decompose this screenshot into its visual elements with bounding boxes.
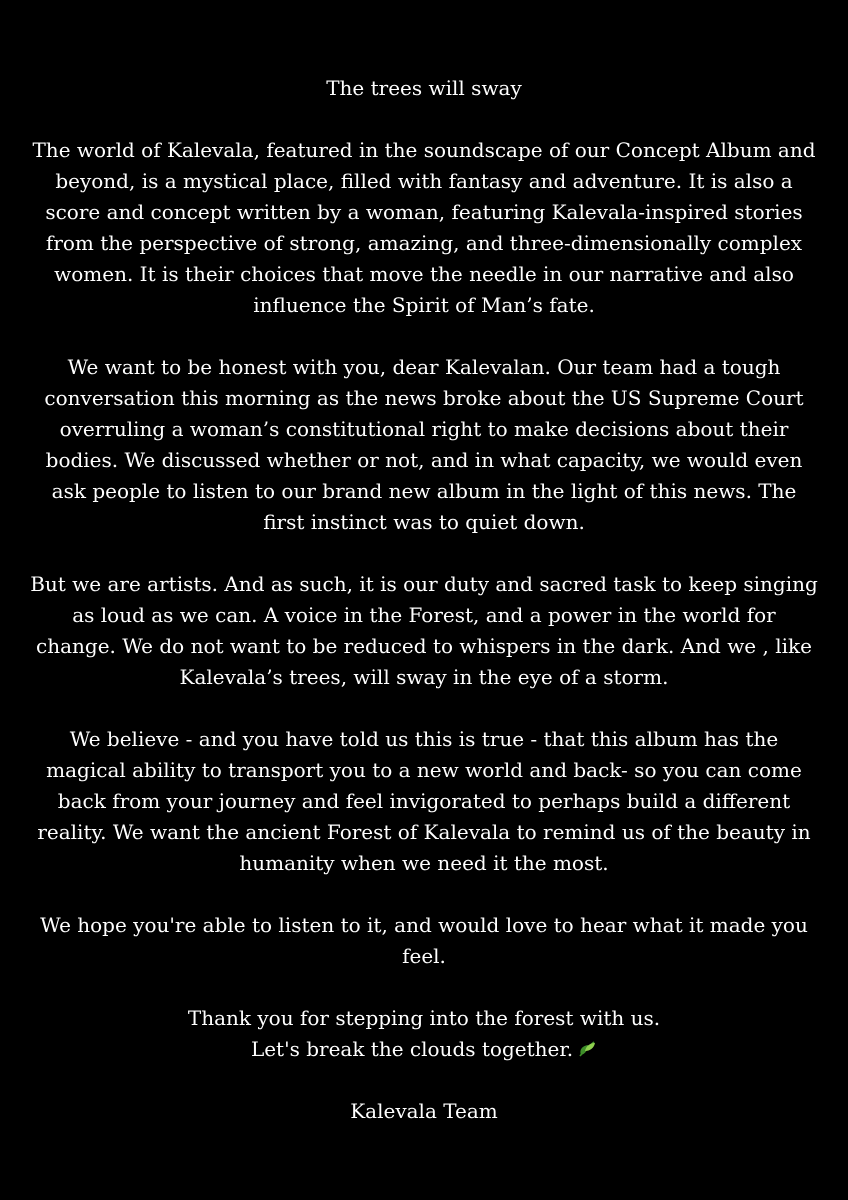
paragraph-hope: We hope you're able to listen to it, and would love to hear what it made you feel.	[40, 913, 808, 968]
letter-body	[0, 73, 848, 1158]
paragraph-believe: We believe - and you have told us this is true - that this album has the magical ability to transport you to a new world and back- so you can come back from your journey and feel invigorated to perhaps build a different reality. We want the ancient Forest of Kalevala to remind us of the beauty in humanity when we need it the most.	[37, 727, 811, 875]
paragraph-world-of-kalevala: The world of Kalevala, featured in the soundscape of our Concept Album and beyond, is a mystical place, filled with fantasy and adventure. It is also a score and concept written by a woman, featuring Kalevala-inspired stories from the perspective of strong, amazing, and three-dimensionally complex women. It is their choices that move the needle in our narrative and also influence the Spirit of Man’s fate.	[32, 138, 816, 317]
letter-title: The trees will sway	[326, 76, 522, 100]
signature: Kalevala Team	[350, 1099, 498, 1123]
closing-break-clouds-text: Let's break the clouds together.	[250, 1037, 574, 1061]
paragraph-artists: But we are artists. And as such, it is our duty and sacred task to keep singing as loud as we can. A voice in the Forest, and a power in the world for change. We do not want to be reduced to whispers in the dark. And we , like Kalevala’s trees, will sway in the eye of a storm.	[30, 572, 818, 689]
leaf-icon	[577, 1039, 597, 1059]
closing-break-clouds	[30, 1034, 818, 1065]
closing-thank-you: Thank you for stepping into the forest with us.	[187, 1006, 661, 1030]
paragraph-honest: We want to be honest with you, dear Kalevalan. Our team had a tough conversation this morning as the news broke about the US Supreme Court overruling a woman’s constitutional right to make decisions about their bodies. We discussed whether or not, and in what capacity, we would even ask people to listen to our brand new album in the light of this news. The first instinct was to quiet down.	[44, 355, 804, 534]
